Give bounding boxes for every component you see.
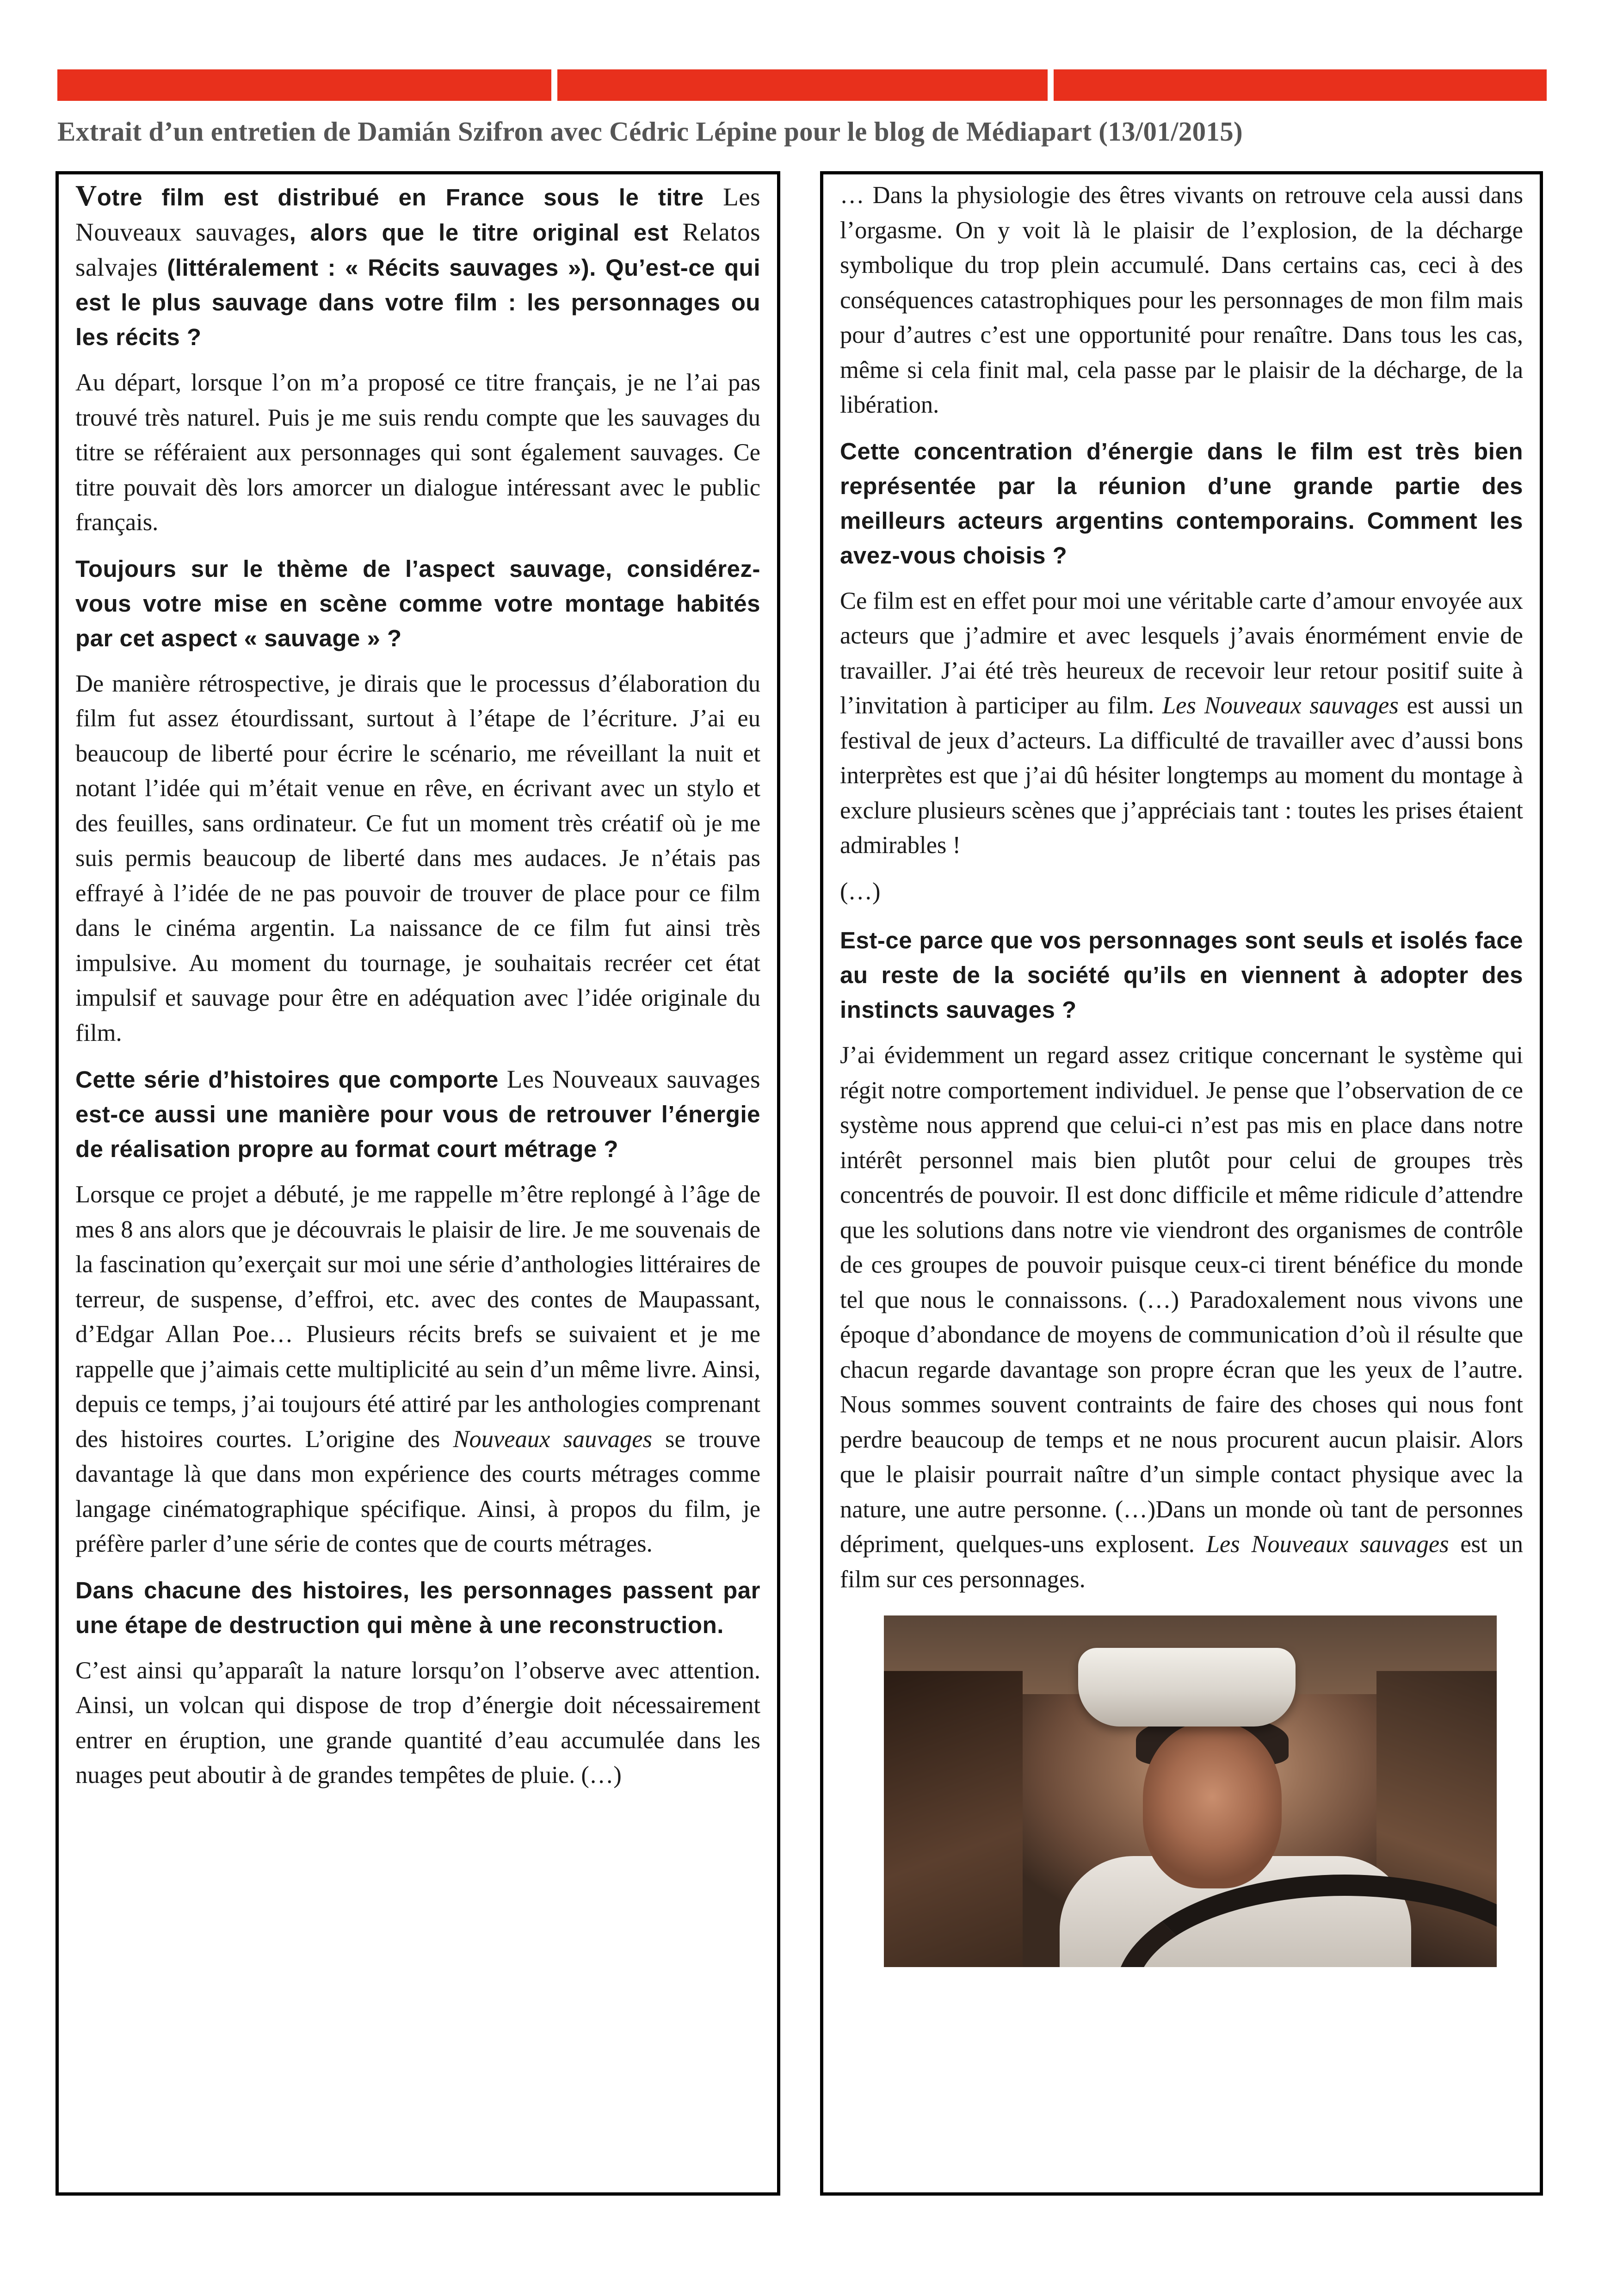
question-3: Cette série d’histoires que comporte Les Nouveaux sauvages est-ce aussi une manière pour vous de retrouver l’énergie de réalisation propre au format court métrage ? xyxy=(75,1065,760,1162)
answer-5: Ce film est en effet pour moi une véritable carte d’amour envoyée aux acteurs que j’admire et avec lesquels j’avais énormément envie de travailler. J’ai été très heureux de recevoir leur retour positif suite à l’invitation à participer au film. Les Nouveaux sauvages est aussi un festival de jeux d’acteurs. La difficulté de travailler avec d’aussi bons interprètes est que j’ai dû hésiter longtemps au moment du montage à exclure plusieurs scènes que j’appréciais tant : toutes les prises étaient admirables ! xyxy=(840,587,1523,859)
answer-2: De manière rétrospective, je dirais que le processus d’élaboration du film fut assez étourdissant, surtout à l’étape de l’écriture. J’ai eu beaucoup de liberté pour écrire le scénario, me réveillant la nuit et notant l’idée qui m’était venue en rêve, en écrivant avec un stylo et des feuilles, sans ordinateur. Ce fut un moment très créatif où je me suis permis beaucoup de liberté dans mes audaces. Je n’étais pas effrayé à l’idée de ne pas pouvoir de trouver de place pour ce film dans le cinéma argentin. La naissance de ce film fut ainsi très impulsive. Au moment du tournage, je souhaitais recréer cet état impulsif et sauvage pour être en adéquation avec l’idée originale du film. xyxy=(75,670,760,1046)
left-column xyxy=(56,171,780,2196)
answer-1: Au départ, lorsque l’on m’a proposé ce titre français, je ne l’ai pas trouvé très naturel. Puis je me suis rendu compte que les sauvages du titre se référaient aux personnages qui sont également sauvages. Ce titre pouvait dès lors amorcer un dialogue intéressant avec le public français. xyxy=(75,369,760,536)
driver-face xyxy=(1143,1722,1282,1888)
answer-4-continued: … Dans la physiologie des êtres vivants on retrouve cela aussi dans l’orgasme. On y voit là le plaisir de l’explosion, de la décharge symbolique du trop plein accumulé. Dans certains cas, ceci à des conséquences catastrophiques pour les personnages de mon film mais pour d’autres c’est une opportunité pour renaître. Dans tous les cas, même si cela finit mal, cela passe par le plaisir de la décharge, de la libération. xyxy=(840,182,1523,418)
film-title-italic: Les Nouveaux sauvages xyxy=(1162,692,1399,719)
answer-6: J’ai évidemment un regard assez critique concernant le système qui régit notre comportement individuel. Je pense que l’observation de ce système nous apprend que celui-ci n’est pas mis en place dans notre intérêt personnel mais bien plutôt pour celui de groupes très concentrés de pouvoir. Il est donc difficile et même ridicule d’attendre que les solutions dans notre vie viendront des organismes de contrôle de ces groupes de pouvoir puisque ceux-ci tirent bénéfice du monde tel que nous le connaissons. (…) Paradoxalement nous vivons une époque d’abondance de moyens de communication d’où il résulte que chacun regarde davantage son propre écran que les yeux de l’autre. Nous sommes souvent contraints de faire des choses qui nous font perdre beaucoup de temps et ne nous procurent aucun plaisir. Alors que le plaisir pourrait naître d’un simple contact physique avec la nature, une autre personne. (…)Dans un monde où tant de personnes dépriment, quelques-uns explosent. Les Nouveaux sauvages est un film sur ces personnages. xyxy=(840,1042,1523,1593)
question-4: Dans chacune des histoires, les personnages passent par une étape de destruction qui mène à une reconstruction. xyxy=(75,1577,760,1638)
film-title: Les Nouveaux sauvages xyxy=(506,1065,760,1093)
film-still-photo xyxy=(884,1615,1497,1967)
film-title-italic: Les Nouveaux sauvages xyxy=(1206,1531,1449,1558)
answer-4: C’est ainsi qu’apparaît la nature lorsqu’on l’observe avec attention. Ainsi, un volcan qui dispose de trop d’énergie doit nécessairement entrer en éruption, une grande quantité d’eau accumulée dans les nuages peut aboutir à de grandes tempêtes de pluie. (…) xyxy=(75,1657,760,1789)
question-6: Est-ce parce que vos personnages sont seuls et isolés face au reste de la société qu’ils en viennent à adopter des instincts sauvages ? xyxy=(840,927,1523,1023)
question-1-initial: V xyxy=(75,179,97,212)
page-headline: Extrait d’un entretien de Damián Szifron avec Cédric Lépine pour le blog de Médiapart (13/01/2015) xyxy=(57,116,1243,147)
answer-3: Lorsque ce projet a débuté, je me rappelle m’être replongé à l’âge de mes 8 ans alors que je découvrais le plaisir de lire. Je me souvenais de la fascination qu’exerçait sur moi une série d’anthologies littéraires de terreur, de suspense, d’effroi, etc. avec des contes de Maupassant, d’Edgar Allan Poe… Plusieurs récits brefs se suivaient et je me rappelle que j’aimais cette multiplicité au sein d’un même livre. Ainsi, depuis ce temps, j’ai toujours été attiré par les anthologies comprenant des histoires courtes. L’origine des Nouveaux sauvages se trouve davantage là que dans mon expérience des courts métrages comme langage cinématographique spécifique. Ainsi, à propos du film, je préfère parler d’une série de contes que de courts métrages. xyxy=(75,1181,760,1557)
header-bar-segment-2 xyxy=(557,69,1048,101)
header-bar-segment-1 xyxy=(57,69,551,101)
right-column xyxy=(820,171,1543,2196)
rearview-mirror xyxy=(1078,1648,1296,1727)
question-1: Votre film est distribué en France sous le titre Les Nouveaux sauvages, alors que le titre original est Relatos salvajes (littéralement : « Récits sauvages »). Qu’est-ce qui est le plus sauvage dans votre film : les personnages ou les récits ? xyxy=(75,179,760,350)
car-window xyxy=(884,1671,1023,1967)
film-title-italic: Nouveaux sauvages xyxy=(453,1425,652,1453)
ellipsis-marker: (…) xyxy=(840,878,881,905)
film-title-es: Relatos salvajes xyxy=(75,218,760,281)
header-bar-segment-3 xyxy=(1054,69,1547,101)
question-5: Cette concentration d’énergie dans le film est très bien représentée par la réunion d’une grande partie des meilleurs acteurs argentins contemporains. Comment les avez-vous choisis ? xyxy=(840,438,1523,569)
question-2: Toujours sur le thème de l’aspect sauvage, considérez-vous votre mise en scène comme votre montage habités par cet aspect « sauvage » ? xyxy=(75,555,760,651)
film-title-fr: Les Nouveaux sauvages xyxy=(75,183,760,246)
